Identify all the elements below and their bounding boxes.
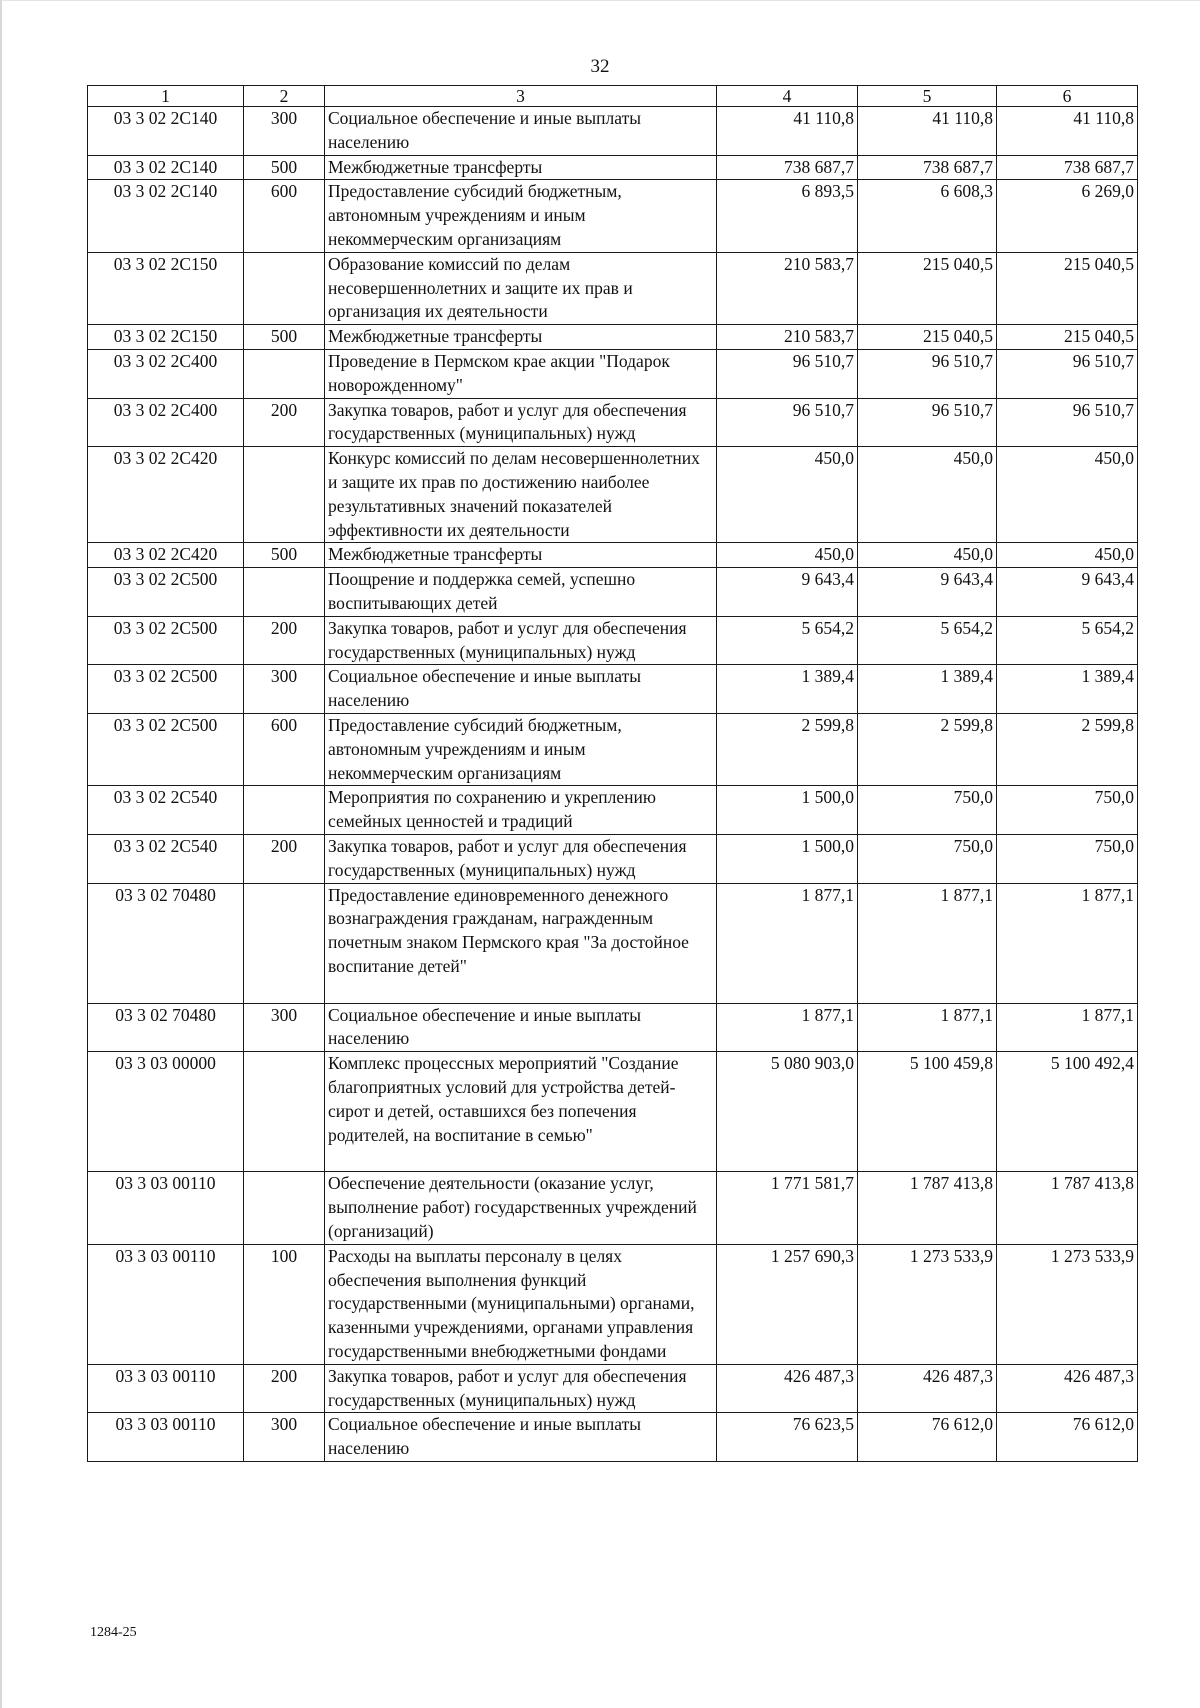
table-row <box>88 713 1138 785</box>
table-row <box>88 155 1138 180</box>
column-number: 3 <box>325 86 717 107</box>
target-code-cell: 03 3 02 2С420 <box>88 543 244 568</box>
amount-col6-cell: 96 510,7 <box>997 349 1138 398</box>
target-code-cell: 03 3 03 00110 <box>88 1244 244 1364</box>
target-code-cell: 03 3 02 2С540 <box>88 834 244 883</box>
amount-col6-cell: 2 599,8 <box>997 713 1138 785</box>
expense-type-cell: 300 <box>244 1003 325 1052</box>
column-number: 1 <box>88 86 244 107</box>
page-number: 32 <box>590 56 610 77</box>
table-row <box>88 447 1138 543</box>
expense-type-cell <box>244 568 325 617</box>
target-code-cell: 03 3 02 2С150 <box>88 325 244 350</box>
amount-col5-cell: 9 643,4 <box>858 568 997 617</box>
amount-col5-cell: 1 877,1 <box>858 883 997 1003</box>
expense-type-cell: 200 <box>244 398 325 447</box>
budget-table <box>87 85 1138 1462</box>
amount-col4-cell: 1 257 690,3 <box>717 1244 858 1364</box>
amount-col6-cell: 750,0 <box>997 834 1138 883</box>
amount-col5-cell: 215 040,5 <box>858 252 997 324</box>
item-name-cell: Социальное обеспечение и иные выплаты населению <box>325 107 717 156</box>
table-row <box>88 349 1138 398</box>
amount-col6-cell: 426 487,3 <box>997 1364 1138 1413</box>
amount-col4-cell: 1 500,0 <box>717 834 858 883</box>
amount-col6-cell: 1 877,1 <box>997 1003 1138 1052</box>
amount-col5-cell: 1 273 533,9 <box>858 1244 997 1364</box>
target-code-cell: 03 3 03 00110 <box>88 1413 244 1462</box>
expense-type-cell <box>244 252 325 324</box>
expense-type-cell: 500 <box>244 543 325 568</box>
expense-type-cell: 500 <box>244 155 325 180</box>
expense-type-cell: 300 <box>244 665 325 714</box>
table-row <box>88 1003 1138 1052</box>
amount-col4-cell: 210 583,7 <box>717 325 858 350</box>
item-name-cell: Межбюджетные трансферты <box>325 325 717 350</box>
amount-col5-cell: 215 040,5 <box>858 325 997 350</box>
expense-type-cell <box>244 447 325 543</box>
amount-col5-cell: 750,0 <box>858 786 997 835</box>
item-name-cell: Образование комиссий по делам несовершеннолетних и защите их прав и организация их деятельности <box>325 252 717 324</box>
target-code-cell: 03 3 02 2С400 <box>88 398 244 447</box>
target-code-cell: 03 3 02 2С500 <box>88 616 244 665</box>
amount-col5-cell: 96 510,7 <box>858 398 997 447</box>
amount-col4-cell: 96 510,7 <box>717 398 858 447</box>
expense-type-cell: 300 <box>244 1413 325 1462</box>
amount-col5-cell: 41 110,8 <box>858 107 997 156</box>
amount-col4-cell: 76 623,5 <box>717 1413 858 1462</box>
item-name-cell: Конкурс комиссий по делам несовершеннолетних и защите их прав по достижению наиболее результативных значений показателей эффективности их деятельности <box>325 447 717 543</box>
item-name-cell: Проведение в Пермском крае акции "Подарок новорожденному" <box>325 349 717 398</box>
amount-col6-cell: 1 787 413,8 <box>997 1172 1138 1244</box>
table-row <box>88 325 1138 350</box>
item-name-cell: Закупка товаров, работ и услуг для обеспечения государственных (муниципальных) нужд <box>325 616 717 665</box>
expense-type-cell <box>244 349 325 398</box>
expense-type-cell <box>244 786 325 835</box>
item-name-cell: Межбюджетные трансферты <box>325 155 717 180</box>
amount-col6-cell: 215 040,5 <box>997 325 1138 350</box>
column-number: 2 <box>244 86 325 107</box>
amount-col4-cell: 2 599,8 <box>717 713 858 785</box>
table-row <box>88 616 1138 665</box>
item-name-cell: Социальное обеспечение и иные выплаты населению <box>325 665 717 714</box>
target-code-cell: 03 3 02 2С150 <box>88 252 244 324</box>
amount-col6-cell: 5 100 492,4 <box>997 1052 1138 1172</box>
table-row <box>88 180 1138 252</box>
target-code-cell: 03 3 03 00000 <box>88 1052 244 1172</box>
table-row <box>88 543 1138 568</box>
table-row <box>88 834 1138 883</box>
amount-col5-cell: 76 612,0 <box>858 1413 997 1462</box>
expense-type-cell: 300 <box>244 107 325 156</box>
document-footer-code: 1284-25 <box>90 1625 137 1640</box>
column-number: 4 <box>717 86 858 107</box>
amount-col4-cell: 1 500,0 <box>717 786 858 835</box>
item-name-cell: Расходы на выплаты персоналу в целях обеспечения выполнения функций государственными (муниципальными) органами, казенными учреждениями, органами управления государственными внебюджетными фондами <box>325 1244 717 1364</box>
amount-col5-cell: 5 654,2 <box>858 616 997 665</box>
amount-col5-cell: 6 608,3 <box>858 180 997 252</box>
expense-type-cell: 100 <box>244 1244 325 1364</box>
amount-col4-cell: 5 654,2 <box>717 616 858 665</box>
table-row <box>88 1244 1138 1364</box>
amount-col6-cell: 750,0 <box>997 786 1138 835</box>
amount-col6-cell: 1 389,4 <box>997 665 1138 714</box>
amount-col4-cell: 450,0 <box>717 447 858 543</box>
amount-col4-cell: 9 643,4 <box>717 568 858 617</box>
amount-col5-cell: 426 487,3 <box>858 1364 997 1413</box>
table-body <box>88 107 1138 1462</box>
amount-col4-cell: 738 687,7 <box>717 155 858 180</box>
table-row <box>88 1364 1138 1413</box>
target-code-cell: 03 3 02 2С500 <box>88 568 244 617</box>
amount-col6-cell: 6 269,0 <box>997 180 1138 252</box>
amount-col5-cell: 450,0 <box>858 543 997 568</box>
table-row <box>88 107 1138 156</box>
amount-col6-cell: 738 687,7 <box>997 155 1138 180</box>
amount-col5-cell: 450,0 <box>858 447 997 543</box>
amount-col4-cell: 1 877,1 <box>717 1003 858 1052</box>
table-row <box>88 786 1138 835</box>
target-code-cell: 03 3 02 70480 <box>88 1003 244 1052</box>
amount-col6-cell: 450,0 <box>997 447 1138 543</box>
item-name-cell: Комплекс процессных мероприятий "Создание благоприятных условий для устройства детей-сирот и детей, оставшихся без попечения родителей, на воспитание в семью" <box>325 1052 717 1172</box>
table-row <box>88 883 1138 1003</box>
amount-col4-cell: 210 583,7 <box>717 252 858 324</box>
amount-col5-cell: 96 510,7 <box>858 349 997 398</box>
target-code-cell: 03 3 02 2С400 <box>88 349 244 398</box>
target-code-cell: 03 3 03 00110 <box>88 1172 244 1244</box>
expense-type-cell <box>244 1172 325 1244</box>
amount-col5-cell: 1 389,4 <box>858 665 997 714</box>
amount-col5-cell: 750,0 <box>858 834 997 883</box>
target-code-cell: 03 3 02 2С140 <box>88 107 244 156</box>
table-row <box>88 568 1138 617</box>
amount-col6-cell: 1 273 533,9 <box>997 1244 1138 1364</box>
target-code-cell: 03 3 02 2С140 <box>88 180 244 252</box>
amount-col4-cell: 41 110,8 <box>717 107 858 156</box>
item-name-cell: Закупка товаров, работ и услуг для обеспечения государственных (муниципальных) нужд <box>325 834 717 883</box>
amount-col6-cell: 215 040,5 <box>997 252 1138 324</box>
table-row <box>88 1413 1138 1462</box>
item-name-cell: Закупка товаров, работ и услуг для обеспечения государственных (муниципальных) нужд <box>325 1364 717 1413</box>
item-name-cell: Закупка товаров, работ и услуг для обеспечения государственных (муниципальных) нужд <box>325 398 717 447</box>
column-number: 6 <box>997 86 1138 107</box>
amount-col5-cell: 2 599,8 <box>858 713 997 785</box>
amount-col4-cell: 1 771 581,7 <box>717 1172 858 1244</box>
amount-col4-cell: 426 487,3 <box>717 1364 858 1413</box>
amount-col6-cell: 5 654,2 <box>997 616 1138 665</box>
item-name-cell: Предоставление субсидий бюджетным, автономным учреждениям и иным некоммерческим организациям <box>325 180 717 252</box>
amount-col6-cell: 450,0 <box>997 543 1138 568</box>
expense-type-cell: 600 <box>244 713 325 785</box>
table-row <box>88 1052 1138 1172</box>
item-name-cell: Предоставление единовременного денежного вознаграждения гражданам, награжденным почетным знаком Пермского края "За достойное воспитание детей" <box>325 883 717 1003</box>
item-name-cell: Социальное обеспечение и иные выплаты населению <box>325 1003 717 1052</box>
expense-type-cell <box>244 1052 325 1172</box>
amount-col5-cell: 1 787 413,8 <box>858 1172 997 1244</box>
amount-col6-cell: 9 643,4 <box>997 568 1138 617</box>
amount-col4-cell: 1 877,1 <box>717 883 858 1003</box>
expense-type-cell: 600 <box>244 180 325 252</box>
target-code-cell: 03 3 02 2С140 <box>88 155 244 180</box>
expense-type-cell: 200 <box>244 616 325 665</box>
target-code-cell: 03 3 02 2С420 <box>88 447 244 543</box>
expense-type-cell: 200 <box>244 1364 325 1413</box>
amount-col4-cell: 1 389,4 <box>717 665 858 714</box>
column-number: 5 <box>858 86 997 107</box>
target-code-cell: 03 3 02 2С500 <box>88 665 244 714</box>
table-row <box>88 398 1138 447</box>
target-code-cell: 03 3 02 2С540 <box>88 786 244 835</box>
item-name-cell: Социальное обеспечение и иные выплаты населению <box>325 1413 717 1462</box>
amount-col6-cell: 41 110,8 <box>997 107 1138 156</box>
amount-col5-cell: 1 877,1 <box>858 1003 997 1052</box>
amount-col4-cell: 6 893,5 <box>717 180 858 252</box>
amount-col4-cell: 5 080 903,0 <box>717 1052 858 1172</box>
item-name-cell: Поощрение и поддержка семей, успешно воспитывающих детей <box>325 568 717 617</box>
table-row <box>88 665 1138 714</box>
amount-col4-cell: 96 510,7 <box>717 349 858 398</box>
item-name-cell: Межбюджетные трансферты <box>325 543 717 568</box>
table-row <box>88 1172 1138 1244</box>
table-row <box>88 252 1138 324</box>
amount-col4-cell: 450,0 <box>717 543 858 568</box>
item-name-cell: Предоставление субсидий бюджетным, автономным учреждениям и иным некоммерческим организациям <box>325 713 717 785</box>
column-number-row <box>88 86 1138 107</box>
amount-col6-cell: 76 612,0 <box>997 1413 1138 1462</box>
amount-col6-cell: 1 877,1 <box>997 883 1138 1003</box>
expense-type-cell: 500 <box>244 325 325 350</box>
amount-col5-cell: 5 100 459,8 <box>858 1052 997 1172</box>
amount-col6-cell: 96 510,7 <box>997 398 1138 447</box>
item-name-cell: Мероприятия по сохранению и укреплению семейных ценностей и традиций <box>325 786 717 835</box>
target-code-cell: 03 3 02 70480 <box>88 883 244 1003</box>
amount-col5-cell: 738 687,7 <box>858 155 997 180</box>
expense-type-cell <box>244 883 325 1003</box>
target-code-cell: 03 3 02 2С500 <box>88 713 244 785</box>
target-code-cell: 03 3 03 00110 <box>88 1364 244 1413</box>
item-name-cell: Обеспечение деятельности (оказание услуг, выполнение работ) государственных учреждений (организаций) <box>325 1172 717 1244</box>
expense-type-cell: 200 <box>244 834 325 883</box>
